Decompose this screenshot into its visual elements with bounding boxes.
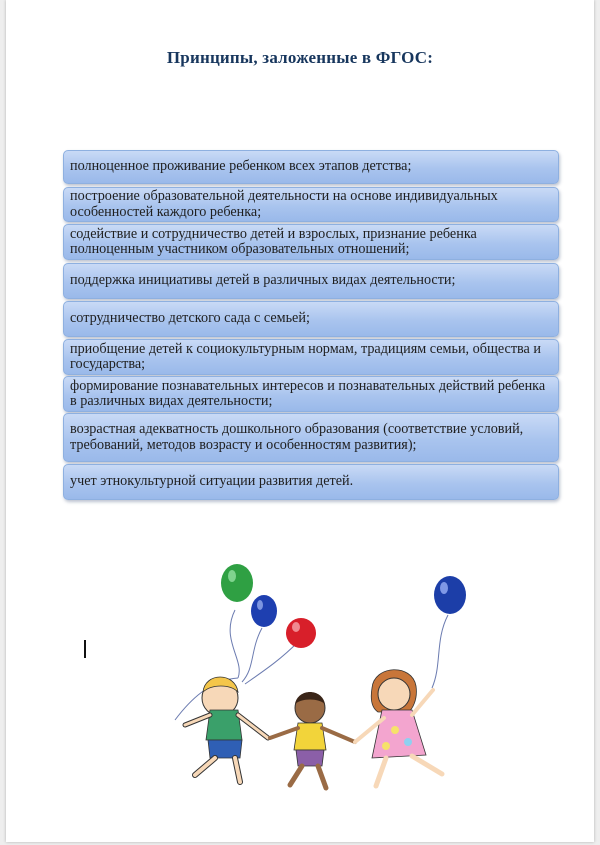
principle-item: приобщение детей к социокультурным нормам, традициям семьи, общества и государства; (63, 339, 559, 375)
principle-item: возрастная адекватность дошкольного образования (соответствие условий, требований, методов возрасту и особенностям развития); (63, 413, 559, 462)
balloon-blue-right (434, 576, 466, 614)
principle-item: учет этнокультурной ситуации развития детей. (63, 464, 559, 500)
balloon-green (221, 564, 253, 602)
principle-item: формирование познавательных интересов и познавательных действий ребенка в различных видах деятельности; (63, 376, 559, 412)
principle-item: поддержка инициативы детей в различных видах деятельности; (63, 263, 559, 299)
page-title: Принципы, заложенные в ФГОС: (166, 48, 434, 67)
child-left (185, 677, 268, 782)
balloon-blue (251, 595, 277, 627)
principle-item: полноценное проживание ребенком всех этапов детства; (63, 150, 559, 184)
text-cursor (84, 640, 86, 658)
child-middle (270, 692, 355, 788)
children-balloons-illustration (150, 560, 480, 810)
balloon-red (286, 618, 316, 648)
child-right (355, 670, 442, 786)
principle-item: сотрудничество детского сада с семьей; (63, 301, 559, 337)
principle-item: построение образовательной деятельности на основе индивидуальных особенностей каждого ребенка; (63, 187, 559, 222)
principle-item: содействие и сотрудничество детей и взрослых, признание ребенка полноценным участником образовательных отношений; (63, 224, 559, 260)
